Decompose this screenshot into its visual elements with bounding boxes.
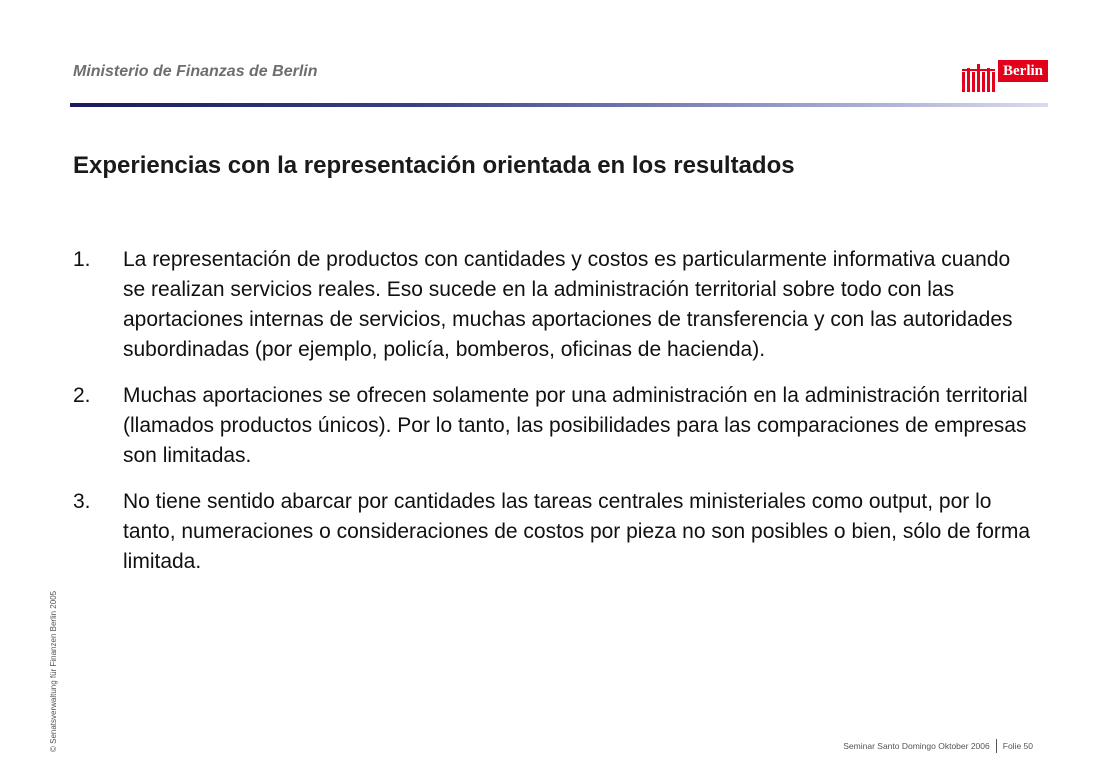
list-item-text: No tiene sentido abarcar por cantidades las tareas centrales ministeriales como output, por lo tanto, numeraciones o consideraciones de costos por pieza no son posibles o bien, sólo de forma limitada. — [123, 490, 1031, 573]
slide-number: Folie 50 — [1002, 741, 1033, 751]
numbered-list — [73, 245, 1033, 593]
slide-title: Experiencias con la representación orientada en los resultados — [73, 152, 795, 179]
list-item-text: Muchas aportaciones se ofrecen solamente por una administración en la administración territorial (llamados productos únicos). Por lo tanto, las posibilidades para las comparaciones de empresas son limitadas. — [123, 384, 1028, 467]
berlin-logo-text: Berlin — [998, 60, 1048, 82]
list-item — [73, 381, 1033, 471]
list-item-text: La representación de productos con cantidades y costos es particularmente informativa cuando se realizan servicios reales. Eso sucede en la administración territorial sobre todo con las aportaciones internas de servicios, muchas aportaciones de transferencia y con las autoridades subordinadas (por ejemplo, policía, bomberos, oficinas de hacienda). — [123, 248, 1013, 361]
list-item-number: 2. — [73, 384, 91, 407]
list-item-number: 3. — [73, 490, 91, 513]
berlin-logo-bars-icon — [962, 60, 996, 94]
ministry-name: Ministerio de Finanzas de Berlin — [73, 63, 318, 80]
footer — [843, 739, 1033, 753]
list-item — [73, 245, 1033, 365]
list-item — [73, 487, 1033, 577]
header-rule — [70, 103, 1048, 107]
copyright-notice: © Senatsverwaltung für Finanzen Berlin 2005 — [49, 590, 58, 752]
seminar-label: Seminar Santo Domingo Oktober 2006 — [843, 741, 990, 751]
berlin-logo — [962, 60, 1050, 94]
list-item-number: 1. — [73, 248, 91, 271]
footer-divider — [996, 739, 997, 753]
